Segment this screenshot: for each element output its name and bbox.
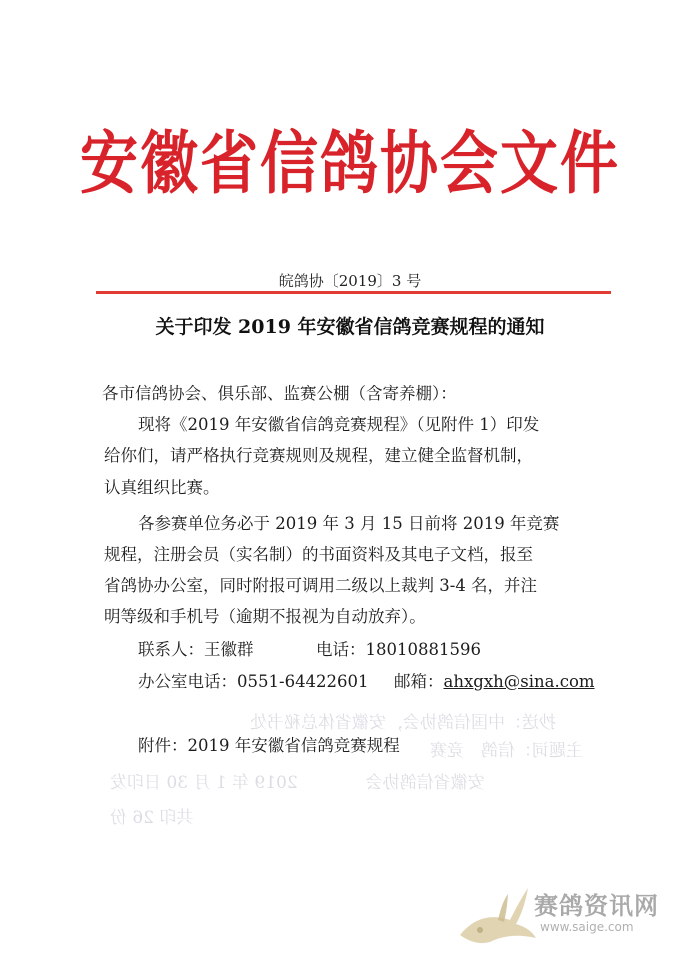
- office-phone-line: [138, 668, 369, 692]
- paragraph-1-line: 认真组织比赛。: [104, 478, 220, 497]
- contact-name: 王徽群: [204, 640, 254, 659]
- email-address[interactable]: ahxgxh@sina.com: [443, 672, 595, 691]
- pigeon-logo-icon: [450, 880, 540, 950]
- attachment-label: 附件：: [138, 736, 188, 755]
- paragraph-1-line: 现将《2019 年安徽省信鸽竞赛规程》（见附件 1）印发: [138, 415, 540, 434]
- phone-label: 电话：: [316, 640, 366, 659]
- paragraph-2-line: 规程，注册会员（实名制）的书面资料及其电子文档，报至: [104, 545, 533, 564]
- site-watermark: [450, 880, 690, 950]
- contact-label: 联系人：: [138, 640, 204, 659]
- email-label: 邮箱：: [394, 672, 444, 691]
- attachment-name: 2019 年安徽省信鸽竞赛规程: [187, 736, 400, 755]
- phone-number: 18010881596: [365, 640, 481, 659]
- header-divider: [96, 291, 611, 294]
- paragraph-2-line: 省鸽协办公室，同时附报可调用二级以上裁判 3-4 名，并注: [104, 576, 538, 595]
- show-through-line: 主题词：信鸽 竞赛: [430, 741, 583, 761]
- paragraph-1-line: 给你们，请严格执行竞赛规则及规程，建立健全监督机制，: [104, 446, 533, 465]
- office-phone-number: 0551-64422601: [237, 672, 369, 691]
- show-through-line: 抄送：中国信鸽协会，安徽省体总秘书处: [250, 713, 556, 733]
- paragraph-2-line: 各参赛单位务必于 2019 年 3 月 15 日前将 2019 年竞赛: [138, 514, 560, 533]
- notice-title: 关于印发 2019 年安徽省信鸽竞赛规程的通知: [155, 316, 545, 338]
- office-phone-label: 办公室电话：: [138, 672, 237, 691]
- watermark-url: www.saige.com: [540, 920, 634, 934]
- document-number: 皖鸽协〔2019〕3 号: [278, 272, 422, 290]
- phone-line: [316, 636, 481, 660]
- document-header-title: 安徽省信鸽协会文件: [79, 123, 620, 204]
- attachment-line: [138, 732, 400, 756]
- contact-line: [138, 636, 254, 660]
- email-line: [394, 668, 595, 692]
- salutation: 各市信鸽协会、俱乐部、监赛公棚（含寄养棚）：: [102, 384, 457, 403]
- show-through-line: 共印 26 份: [110, 808, 194, 828]
- watermark-brand: 赛鸽资讯网: [534, 892, 659, 920]
- show-through-line: 安徽省信鸽协会 2019 年 1 月 30 日印发: [110, 773, 485, 793]
- paragraph-2-line: 明等级和手机号（逾期不报视为自动放弃）。: [104, 607, 426, 626]
